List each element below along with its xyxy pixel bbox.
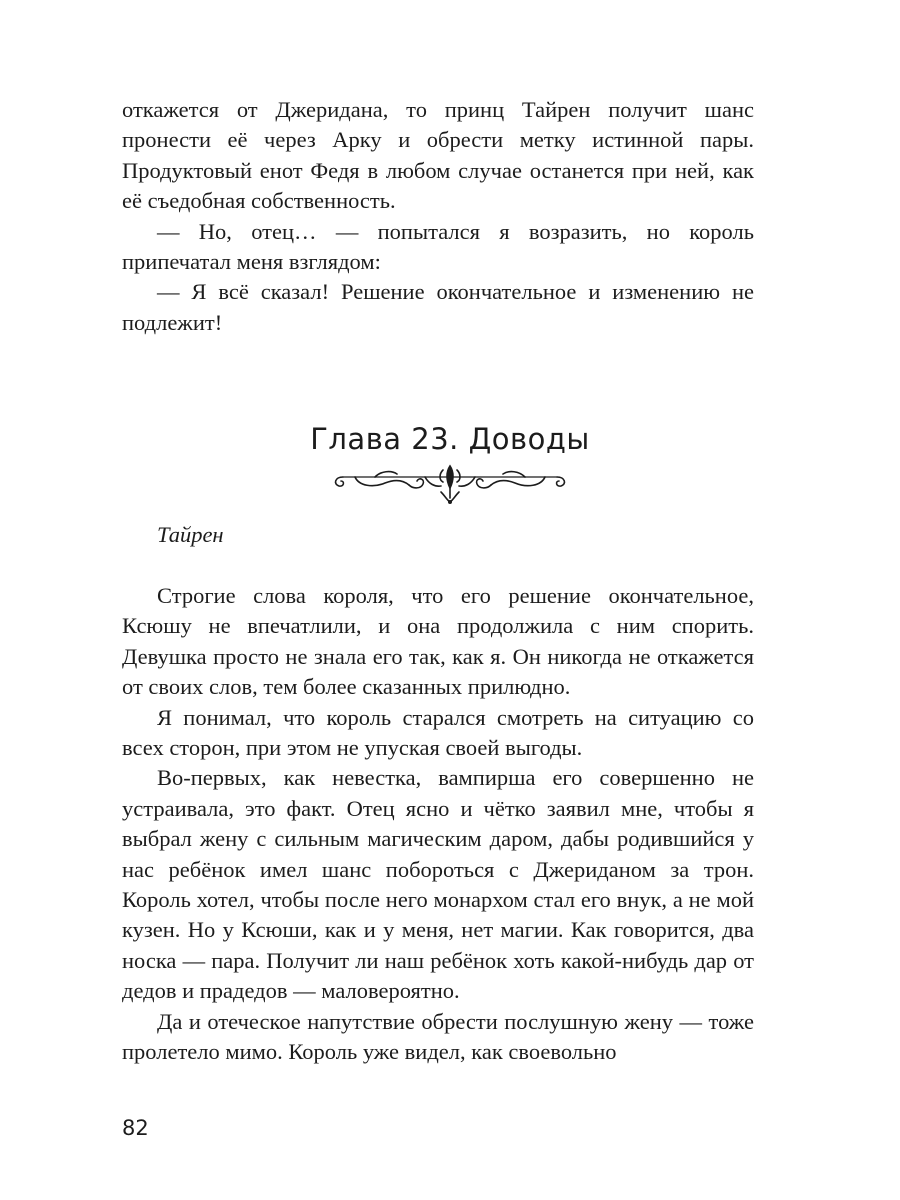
paragraph: — Я всё сказал! Решение окончательное и изменению не подлежит! [122, 279, 754, 335]
chapter-title: Глава 23. Доводы [310, 422, 590, 456]
paragraph: откажется от Джеридана, то принц Тайрен получит шанс пронести её через Арку и обрести метку истинной пары. Продуктовый енот Федя в любом случае останется при ней, как её съедобная собственность. [122, 97, 754, 214]
paragraph: Я понимал, что король старался смотреть на ситуацию со всех сторон, при этом не упуская своей выгоды. [122, 704, 754, 761]
pov-label: Тайрен [157, 522, 224, 547]
page-number: 82 [122, 1116, 149, 1140]
paragraph: — Но, отец… — попытался я возразить, но король припечатал меня взглядом: [122, 218, 754, 275]
paragraph: Да и отеческое напутствие обрести послушную жену — тоже пролетело мимо. Король уже видел, как своевольно [122, 1008, 754, 1065]
paragraph: Строгие слова короля, что его решение окончательное, Ксюшу не впечатлили, и она продолжила с ним спорить. Девушка просто не знала его так, как я. Он никогда не откажется от своих слов, тем более сказанных прилюдно. [122, 583, 754, 700]
scroll-ornament-icon [325, 462, 575, 506]
paragraph: Во-первых, как невестка, вампирша его совершенно не устраивала, это факт. Отец ясно и чётко заявил мне, чтобы я выбрал жену с сильным магическим даром, дабы родившийся у нас ребёнок имел шанс побороться с Джериданом за трон. Король хотел, чтобы после него монархом стал его внук, а не мой кузен. Но у Ксюши, как и у меня, нет магии. Как говорится, два носка — пара. Получит ли наш ребёнок хоть какой-нибудь дар от дедов и прадедов — маловероятно. [122, 765, 754, 1004]
opening-text [122, 95, 754, 338]
chapter-body [122, 581, 754, 1068]
